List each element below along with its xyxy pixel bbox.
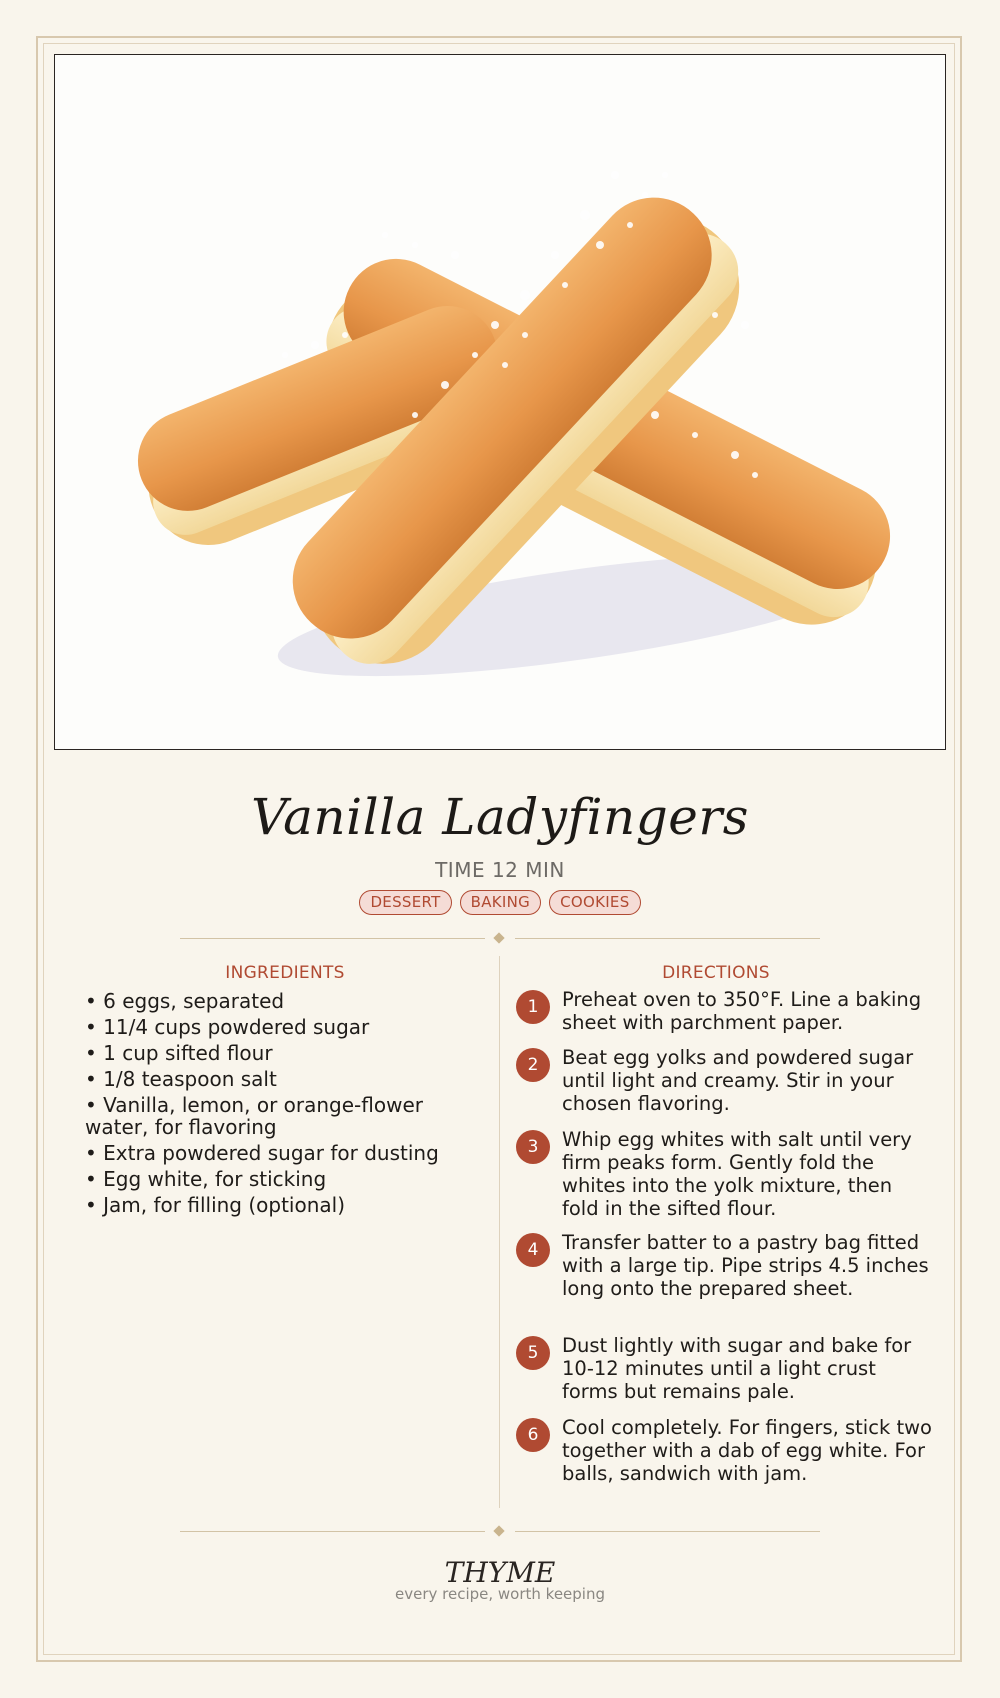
divider-diamond-icon: [493, 1525, 504, 1536]
brand-tagline: every recipe, worth keeping: [394, 1585, 605, 1603]
step-number-badge: 4: [516, 1233, 550, 1267]
brand-logo: THYME: [444, 1556, 556, 1589]
ingredient-item: • 1/8 teaspoon salt: [85, 1067, 277, 1091]
recipe-title: Vanilla Ladyfingers: [251, 788, 749, 846]
cook-time: TIME 12 MIN: [435, 858, 565, 882]
recipe-hero-image: [54, 54, 946, 750]
ingredient-item: • 11/4 cups powdered sugar: [85, 1015, 370, 1039]
ladyfingers-illustration: [55, 55, 946, 750]
step-number-badge: 2: [516, 1048, 550, 1082]
step-text: Transfer batter to a pastry bag fitted with a large tip. Pipe strips 4.5 inches long onto the prepared sheet.: [562, 1231, 929, 1300]
section-divider-top: [180, 931, 820, 945]
column-divider: [499, 956, 500, 1508]
step-number-badge: 1: [516, 990, 550, 1024]
divider-line: [180, 1531, 485, 1532]
ingredient-item: • 1 cup sifted flour: [85, 1041, 273, 1065]
step-text: Beat egg yolks and powdered sugar until light and creamy. Stir in your chosen flavoring.: [562, 1046, 914, 1115]
step-number-badge: 5: [516, 1336, 550, 1370]
divider-line: [515, 1531, 820, 1532]
divider-diamond-icon: [493, 932, 504, 943]
divider-line: [180, 938, 485, 939]
step-number-badge: 6: [516, 1418, 550, 1452]
ingredient-item: • Vanilla, lemon, or orange-flower water, for flavoring: [85, 1093, 423, 1139]
tag-baking[interactable]: BAKING: [460, 890, 541, 915]
step-number-badge: 3: [516, 1130, 550, 1164]
divider-line: [515, 938, 820, 939]
directions-heading: DIRECTIONS: [662, 963, 770, 983]
ingredients-list: [85, 990, 485, 1220]
tag-list: [0, 890, 1000, 915]
section-divider-bottom: [180, 1524, 820, 1538]
tag-dessert[interactable]: DESSERT: [359, 890, 451, 915]
ingredient-item: • 6 eggs, separated: [85, 989, 285, 1013]
ingredient-item: • Egg white, for sticking: [85, 1167, 327, 1191]
ingredient-item: • Extra powdered sugar for dusting: [85, 1141, 439, 1165]
ingredient-item: • Jam, for filling (optional): [85, 1193, 346, 1217]
step-text: Whip egg whites with salt until very firm peaks form. Gently fold the whites into the yolk mixture, then fold in the sifted flour.: [562, 1128, 912, 1220]
tag-cookies[interactable]: COOKIES: [549, 890, 640, 915]
step-text: Preheat oven to 350°F. Line a baking sheet with parchment paper.: [562, 988, 922, 1034]
step-text: Dust lightly with sugar and bake for 10-12 minutes until a light crust forms but remains pale.: [562, 1334, 912, 1403]
ingredients-heading: INGREDIENTS: [225, 963, 345, 983]
step-text: Cool completely. For fingers, stick two together with a dab of egg white. For balls, sandwich with jam.: [562, 1416, 932, 1485]
